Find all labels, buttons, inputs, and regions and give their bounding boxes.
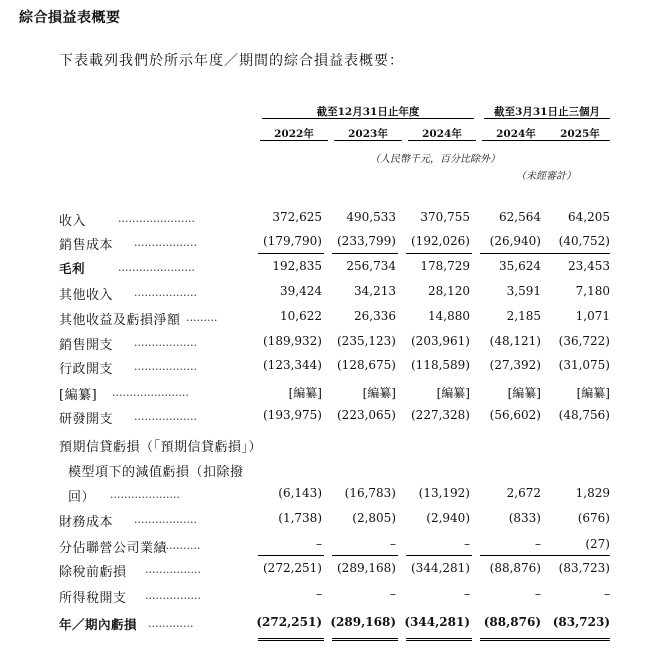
cell-value: 256,734: [346, 259, 396, 273]
cell-value: (118,589): [411, 358, 470, 372]
cell-value: (676): [577, 511, 610, 525]
cell-value: –: [316, 537, 322, 551]
cell-value: (179,790): [263, 234, 322, 248]
row-leader-dots: ......................: [118, 261, 195, 274]
cell-value: (189,932): [263, 334, 322, 348]
cell-value: [編纂]: [576, 386, 610, 400]
cell-value: (128,675): [337, 358, 396, 372]
row-label: 財務成本: [59, 515, 114, 530]
row-leader-dots: ..................: [134, 410, 197, 423]
double-total-rule: [332, 638, 398, 641]
row-leader-dots: ......................: [118, 212, 195, 225]
subtotal-rule: [406, 253, 472, 254]
row-label: [編纂]: [59, 388, 98, 403]
row-label: 銷售開支: [59, 338, 114, 353]
row-label: 回）: [68, 490, 96, 505]
cell-value: (36,722): [558, 334, 610, 348]
row-label: 所得稅開支: [59, 591, 127, 606]
group-header-years: 截至12月31日止年度: [316, 106, 420, 118]
cell-value: (2,940): [426, 511, 470, 525]
cell-value: 372,625: [272, 210, 322, 224]
group-header-quarter: 截至3月31日止三個月: [494, 106, 600, 118]
row-leader-dots: .........: [186, 311, 218, 324]
row-label: 年／期內虧損: [59, 617, 138, 632]
group-header-years-rule: [262, 118, 474, 119]
cell-value: 1,829: [575, 486, 610, 500]
cell-value: 2,185: [506, 309, 541, 323]
row-leader-dots: ..................: [134, 513, 197, 526]
cell-value: [編纂]: [507, 386, 541, 400]
cell-value: 14,880: [428, 309, 470, 323]
year-header-4: 2024年: [496, 128, 536, 140]
subtotal-rule: [332, 253, 398, 254]
cell-value: (344,281): [411, 561, 470, 575]
double-total-rule: [480, 638, 546, 641]
subtotal-rule: [406, 555, 472, 556]
cell-value: 28,120: [428, 284, 470, 298]
cell-value: (6,143): [278, 486, 322, 500]
cell-value: (227,328): [411, 408, 470, 422]
row-leader-dots: ......................: [112, 386, 189, 399]
cell-value: [編纂]: [436, 386, 470, 400]
cell-value: (272,251): [263, 561, 322, 575]
subtotal-rule: [480, 253, 546, 254]
row-label: 預期信貸虧損（「預期信貸虧損」）: [59, 440, 263, 455]
cell-value: 192,835: [272, 259, 322, 273]
cell-value: 7,180: [575, 284, 610, 298]
subtotal-rule: [480, 555, 546, 556]
double-total-rule: [546, 638, 610, 641]
cell-value: (83,723): [558, 561, 610, 575]
row-leader-dots: ..................: [134, 360, 197, 373]
unit-note: （人民幣千元，百分比除外）: [370, 154, 500, 165]
cell-value: –: [464, 537, 470, 551]
cell-value: (27,392): [489, 358, 541, 372]
cell-value: 490,533: [346, 210, 396, 224]
double-total-rule: [258, 638, 324, 641]
year-rule-4: [482, 140, 550, 141]
row-leader-dots: ................: [145, 589, 201, 602]
cell-value: (235,123): [337, 334, 396, 348]
cell-value: (1,738): [278, 511, 322, 525]
intro-text: 下表載列我們於所示年度／期間的綜合損益表概要：: [59, 53, 404, 69]
audit-note: （未經審計）: [516, 171, 576, 182]
cell-value: –: [390, 537, 396, 551]
cell-value: –: [535, 537, 541, 551]
year-header-5: 2025年: [560, 128, 600, 140]
cell-value: [編纂]: [362, 386, 396, 400]
year-rule-5: [546, 140, 610, 141]
row-label: 銷售成本: [59, 238, 114, 253]
cell-value: (16,783): [344, 486, 396, 500]
cell-value: 39,424: [280, 284, 322, 298]
cell-value: (48,756): [558, 408, 610, 422]
row-label: 研發開支: [59, 412, 114, 427]
row-label: 其他收益及虧損淨額: [59, 313, 181, 328]
cell-value: (56,602): [489, 408, 541, 422]
row-label: 其他收入: [59, 288, 114, 303]
cell-value: –: [390, 587, 396, 601]
year-header-2: 2023年: [348, 128, 388, 140]
row-label: 毛利: [59, 261, 86, 276]
cell-value: (289,168): [330, 615, 396, 629]
cell-value: (40,752): [558, 234, 610, 248]
cell-value: (193,975): [263, 408, 322, 422]
cell-value: –: [316, 587, 322, 601]
cell-value: 178,729: [420, 259, 470, 273]
cell-value: (344,281): [404, 615, 470, 629]
cell-value: 370,755: [420, 210, 470, 224]
cell-value: 64,205: [568, 210, 610, 224]
section-title: 綜合損益表概要: [19, 10, 121, 26]
cell-value: –: [604, 587, 610, 601]
cell-value: 1,071: [575, 309, 610, 323]
row-leader-dots: ..................: [134, 236, 197, 249]
row-leader-dots: .............: [148, 617, 194, 630]
row-leader-dots: ..................: [134, 286, 197, 299]
subtotal-rule: [546, 555, 610, 556]
cell-value: 62,564: [499, 210, 541, 224]
row-leader-dots: ....................: [110, 488, 180, 501]
cell-value: (48,121): [489, 334, 541, 348]
row-label: 行政開支: [59, 362, 114, 377]
cell-value: –: [535, 587, 541, 601]
row-label: 除稅前虧損: [59, 565, 127, 580]
subtotal-rule: [546, 253, 610, 254]
subtotal-rule: [332, 555, 398, 556]
year-rule-3: [408, 140, 476, 141]
cell-value: (233,799): [337, 234, 396, 248]
subtotal-rule: [258, 555, 324, 556]
cell-value: (223,065): [337, 408, 396, 422]
cell-value: (13,192): [418, 486, 470, 500]
cell-value: (2,805): [352, 511, 396, 525]
cell-value: (272,251): [256, 615, 322, 629]
group-header-quarter-rule: [484, 118, 610, 119]
cell-value: (88,876): [483, 615, 541, 629]
cell-value: (27): [585, 537, 610, 551]
row-label: 模型項下的減值虧損（扣除撥: [68, 465, 244, 480]
cell-value: 34,213: [354, 284, 396, 298]
cell-value: (203,961): [411, 334, 470, 348]
cell-value: 26,336: [354, 309, 396, 323]
cell-value: (833): [508, 511, 541, 525]
year-header-3: 2024年: [422, 128, 462, 140]
row-leader-dots: ..................: [134, 336, 197, 349]
cell-value: (31,075): [558, 358, 610, 372]
cell-value: 2,672: [506, 486, 541, 500]
year-rule-2: [334, 140, 402, 141]
cell-value: (123,344): [263, 358, 322, 372]
cell-value: 23,453: [568, 259, 610, 273]
cell-value: 3,591: [506, 284, 541, 298]
cell-value: –: [464, 587, 470, 601]
row-label: 收入: [59, 214, 87, 229]
cell-value: (83,723): [552, 615, 610, 629]
double-total-rule: [406, 638, 472, 641]
year-rule-1: [260, 140, 328, 141]
row-leader-dots: ................: [145, 563, 201, 576]
cell-value: (26,940): [489, 234, 541, 248]
subtotal-rule: [258, 253, 324, 254]
row-label: 分佔聯營公司業績: [59, 541, 168, 556]
cell-value: [編纂]: [288, 386, 322, 400]
cell-value: 10,622: [280, 309, 322, 323]
cell-value: 35,624: [499, 259, 541, 273]
row-leader-dots: ...........: [162, 539, 201, 552]
cell-value: (192,026): [411, 234, 470, 248]
cell-value: (88,876): [489, 561, 541, 575]
year-header-1: 2022年: [274, 128, 314, 140]
cell-value: (289,168): [337, 561, 396, 575]
